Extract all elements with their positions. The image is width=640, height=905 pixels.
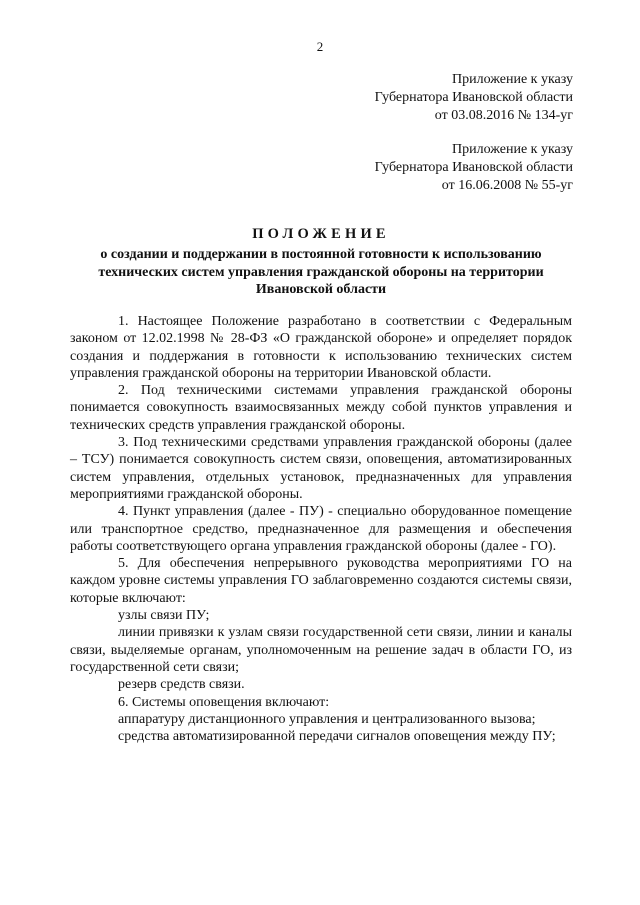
paragraph-6-item-1: аппаратуру дистанционного управления и централизованного вызова;: [118, 711, 536, 727]
paragraph-5-item-2: линии привязки к узлам связи государственной сети связи, линии и каналы связи, выделяемые органам, уполномоченным на решение задач в области ГО, из государственной сети связи;: [70, 625, 572, 675]
annex-original-line-2: Губернатора Ивановской области: [374, 160, 573, 175]
annex-current-line-2: Губернатора Ивановской области: [374, 90, 573, 105]
paragraph-6-item-2: средства автоматизированной передачи сигналов оповещения между ПУ;: [118, 729, 556, 745]
paragraph-6: 6. Системы оповещения включают:: [118, 694, 330, 710]
annex-header-original: [375, 141, 573, 195]
annex-original-line-3: от 16.06.2008 № 55-уг: [441, 178, 573, 193]
paragraph-5: 5. Для обеспечения непрерывного руководства мероприятиями ГО на каждом уровне системы управления ГО заблаговременно создаются системы связи, которые включают:: [70, 556, 572, 606]
annex-original-line-1: Приложение к указу: [452, 142, 573, 157]
paragraph-5-item-1: узлы связи ПУ;: [118, 608, 210, 624]
paragraph-5-item-3: резерв средств связи.: [118, 677, 245, 693]
annex-current-line-1: Приложение к указу: [452, 72, 573, 87]
annex-current-line-3: от 03.08.2016 № 134-уг: [434, 108, 573, 123]
paragraph-4: 4. Пункт управления (далее - ПУ) - специально оборудованное помещение или транспортное средство, предназначенное для размещения и обеспечения работы соответствующего органа управления гражданской обороны (далее - ГО).: [70, 504, 572, 554]
annex-header-current: [375, 71, 573, 125]
document-body: [70, 313, 572, 745]
paragraph-2: 2. Под техническими системами управления гражданской обороны понимается совокупность взаимосвязанных между собой пунктов управления и технических средств управления гражданской обороны.: [70, 383, 572, 433]
document-subtitle: о создании и поддержании в постоянной готовности к использованию технических систем управления гражданской обороны на территории Ивановской области: [98, 247, 544, 297]
page-number: 2: [316, 39, 324, 54]
paragraph-1: 1. Настоящее Положение разработано в соответствии с Федеральным законом от 12.02.1998 № 28-ФЗ «О гражданской обороне» и определяет порядок создания и поддержания в готовности к использованию технических систем управления гражданской обороны на территории Ивановской области.: [70, 314, 572, 381]
paragraph-3: 3. Под техническими средствами управления гражданской обороны (далее – ТСУ) понимается совокупность систем связи, оповещения, автоматизированных систем управления, отдельных установок, предназначенных для управления мероприятиями гражданской обороны.: [70, 435, 572, 502]
document-title-block: [70, 225, 572, 299]
document-title: ПОЛОЖЕНИЕ: [252, 226, 390, 242]
